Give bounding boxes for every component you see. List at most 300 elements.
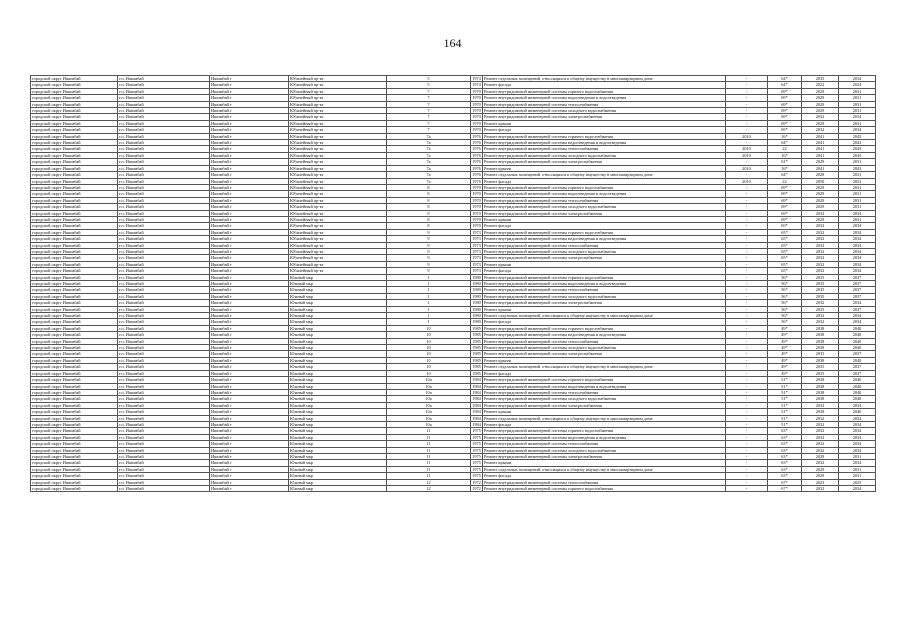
locality-cell: Ишимбай г <box>210 447 289 453</box>
plan-end-year-cell: 2043 <box>839 140 876 146</box>
work-type-cell: Ремонт внутридомовой инженерной системы горячего водоснабжения <box>483 377 726 383</box>
build-year-cell: 1975 <box>472 453 481 459</box>
locality-cell: Ишимбай г <box>210 473 289 479</box>
plan-start-year-cell: 2032 <box>802 210 839 216</box>
plan-start-year-cell: 2029 <box>802 101 839 107</box>
build-year-cell: 1985 <box>472 351 481 357</box>
last-repair-year-cell: - <box>726 441 768 447</box>
street-cell: Юбилейный пр-кт <box>289 108 387 114</box>
municipality-cell: городской округ Ишимбай <box>31 377 118 383</box>
plan-end-year-cell: 2040 <box>839 332 876 338</box>
settlement-cell: г.п. Ишимбай <box>118 287 210 293</box>
municipality-cell: городской округ Ишимбай <box>31 364 118 370</box>
plan-end-year-cell: 2034 <box>839 242 876 248</box>
last-repair-year-cell: - <box>726 172 768 178</box>
last-repair-year-cell: 2010 <box>726 165 768 171</box>
street-cell: Юбилейный пр-кт <box>289 210 387 216</box>
plan-start-year-cell: 2029 <box>802 453 839 459</box>
municipality-cell: городской округ Ишимбай <box>31 178 118 184</box>
house-number-cell: 1 <box>387 281 471 287</box>
street-cell: Южный мкр <box>289 460 387 466</box>
work-type-cell: Ремонт фасада <box>483 127 726 133</box>
street-cell: Южный мкр <box>289 409 387 415</box>
street-cell: Южный мкр <box>289 319 387 325</box>
street-cell: Южный мкр <box>289 287 387 293</box>
house-number-cell: 9 <box>387 229 471 235</box>
municipality-cell: городской округ Ишимбай <box>31 76 118 82</box>
build-year-cell: 1970 <box>472 114 481 120</box>
settlement-cell: г.п. Ишимбай <box>118 441 210 447</box>
house-number-cell: 8 <box>387 184 471 190</box>
plan-end-year-cell: 2034 <box>839 460 876 466</box>
street-cell: Юбилейный пр-кт <box>289 159 387 165</box>
plan-start-year-cell: 2023 <box>802 479 839 485</box>
work-type-cell: Ремонт внутридомовой инженерной системы горячего водоснабжения <box>483 274 726 280</box>
plan-end-year-cell: 2037 <box>839 281 876 287</box>
street-cell: Юбилейный пр-кт <box>289 229 387 235</box>
build-year-cell: 1970 <box>472 191 481 197</box>
locality-cell: Ишимбай г <box>210 210 289 216</box>
plan-start-year-cell: 2032 <box>802 114 839 120</box>
work-type-cell: Ремонт внутридомовой инженерной системы электроснабжения <box>483 453 726 459</box>
wear-cell: 51* <box>768 421 802 427</box>
work-type-cell: Ремонт фасада <box>483 421 726 427</box>
municipality-cell: городской округ Ишимбай <box>31 486 118 492</box>
street-cell: Южный мкр <box>289 370 387 376</box>
wear-cell: 63* <box>768 428 802 434</box>
build-year-cell: 1973 <box>472 261 481 267</box>
plan-end-year-cell: 2040 <box>839 325 876 331</box>
locality-cell: Ишимбай г <box>210 357 289 363</box>
plan-end-year-cell: 2034 <box>839 319 876 325</box>
municipality-cell: городской округ Ишимбай <box>31 370 118 376</box>
plan-start-year-cell: 2038 <box>802 383 839 389</box>
plan-end-year-cell: 2037 <box>839 364 876 370</box>
settlement-cell: г.п. Ишимбай <box>118 389 210 395</box>
work-type-cell: Ремонт крыши <box>483 409 726 415</box>
work-type-cell: Ремонт внутридомовой инженерной системы электроснабжения <box>483 159 726 165</box>
plan-end-year-cell: 2025 <box>839 479 876 485</box>
house-number-cell: 11 <box>387 466 471 472</box>
build-year-cell: 1970 <box>472 184 481 190</box>
settlement-cell: г.п. Ишимбай <box>118 479 210 485</box>
last-repair-year-cell: - <box>726 108 768 114</box>
last-repair-year-cell: 2010 <box>726 152 768 158</box>
street-cell: Юбилейный пр-кт <box>289 248 387 254</box>
plan-end-year-cell: 2034 <box>839 229 876 235</box>
locality-cell: Ишимбай г <box>210 460 289 466</box>
house-number-cell: 10 <box>387 332 471 338</box>
wear-cell: 63* <box>768 434 802 440</box>
plan-end-year-cell: 2031 <box>839 466 876 472</box>
plan-start-year-cell: 2035 <box>802 370 839 376</box>
build-year-cell: 1976 <box>472 133 481 139</box>
build-year-cell: 1975 <box>472 473 481 479</box>
house-number-cell: 8 <box>387 223 471 229</box>
municipality-cell: городской округ Ишимбай <box>31 479 118 485</box>
plan-end-year-cell: 2043 <box>839 152 876 158</box>
plan-start-year-cell: 2041 <box>802 165 839 171</box>
build-year-cell: 1970 <box>472 204 481 210</box>
plan-end-year-cell: 2034 <box>839 402 876 408</box>
street-cell: Юбилейный пр-кт <box>289 223 387 229</box>
locality-cell: Ишимбай г <box>210 127 289 133</box>
plan-start-year-cell: 2038 <box>802 396 839 402</box>
locality-cell: Ишимбай г <box>210 274 289 280</box>
locality-cell: Ишимбай г <box>210 370 289 376</box>
build-year-cell: 1975 <box>472 428 481 434</box>
house-number-cell: 9 <box>387 236 471 242</box>
locality-cell: Ишимбай г <box>210 306 289 312</box>
wear-cell: 65* <box>768 268 802 274</box>
work-type-cell: Ремонт крыши <box>483 460 726 466</box>
plan-end-year-cell: 2034 <box>839 114 876 120</box>
last-repair-year-cell: - <box>726 229 768 235</box>
settlement-cell: г.п. Ишимбай <box>118 268 210 274</box>
build-year-cell: 1980 <box>472 293 481 299</box>
municipality-cell: городской округ Ишимбай <box>31 133 118 139</box>
settlement-cell: г.п. Ишимбай <box>118 306 210 312</box>
settlement-cell: г.п. Ишимбай <box>118 325 210 331</box>
plan-end-year-cell: 2031 <box>839 108 876 114</box>
work-type-cell: Ремонт крыши <box>483 261 726 267</box>
build-year-cell: 1972 <box>472 479 481 485</box>
street-cell: Южный мкр <box>289 402 387 408</box>
house-number-cell: 11 <box>387 447 471 453</box>
street-cell: Южный мкр <box>289 281 387 287</box>
locality-cell: Ишимбай г <box>210 415 289 421</box>
plan-start-year-cell: 2029 <box>802 88 839 94</box>
settlement-cell: г.п. Ишимбай <box>118 396 210 402</box>
locality-cell: Ишимбай г <box>210 165 289 171</box>
house-number-cell: 10а <box>387 389 471 395</box>
wear-cell: 67* <box>768 486 802 492</box>
build-year-cell: 1980 <box>472 274 481 280</box>
house-number-cell: 7 <box>387 88 471 94</box>
plan-end-year-cell: 2040 <box>839 345 876 351</box>
build-year-cell: 1980 <box>472 287 481 293</box>
settlement-cell: г.п. Ишимбай <box>118 108 210 114</box>
street-cell: Юбилейный пр-кт <box>289 120 387 126</box>
street-cell: Южный мкр <box>289 389 387 395</box>
municipality-cell: городской округ Ишимбай <box>31 172 118 178</box>
wear-cell: 64* <box>768 172 802 178</box>
settlement-cell: г.п. Ишимбай <box>118 255 210 261</box>
build-year-cell: 1980 <box>472 319 481 325</box>
house-number-cell: 5 <box>387 82 471 88</box>
wear-cell: 49* <box>768 351 802 357</box>
wear-cell: 69* <box>768 184 802 190</box>
wear-cell: 65* <box>768 248 802 254</box>
plan-end-year-cell: 2043 <box>839 146 876 152</box>
locality-cell: Ишимбай г <box>210 255 289 261</box>
work-type-cell: Ремонт внутридомовой инженерной системы холодного водоснабжения <box>483 345 726 351</box>
build-year-cell: 1970 <box>472 101 481 107</box>
locality-cell: Ишимбай г <box>210 332 289 338</box>
build-year-cell: 1976 <box>472 172 481 178</box>
build-year-cell: 1980 <box>472 313 481 319</box>
locality-cell: Ишимбай г <box>210 140 289 146</box>
street-cell: Юбилейный пр-кт <box>289 165 387 171</box>
plan-start-year-cell: 2029 <box>802 197 839 203</box>
build-year-cell: 1985 <box>472 357 481 363</box>
plan-start-year-cell: 2038 <box>802 357 839 363</box>
settlement-cell: г.п. Ишимбай <box>118 415 210 421</box>
settlement-cell: г.п. Ишимбай <box>118 300 210 306</box>
municipality-cell: городской округ Ишимбай <box>31 255 118 261</box>
street-cell: Юбилейный пр-кт <box>289 95 387 101</box>
locality-cell: Ишимбай г <box>210 364 289 370</box>
street-cell: Южный мкр <box>289 428 387 434</box>
wear-cell: 49* <box>768 370 802 376</box>
settlement-cell: г.п. Ишимбай <box>118 133 210 139</box>
street-cell: Юбилейный пр-кт <box>289 184 387 190</box>
house-number-cell: 11 <box>387 428 471 434</box>
house-number-cell: 7а <box>387 140 471 146</box>
plan-end-year-cell: 2037 <box>839 287 876 293</box>
settlement-cell: г.п. Ишимбай <box>118 223 210 229</box>
plan-start-year-cell: 2035 <box>802 306 839 312</box>
work-type-cell: Ремонт отдельных помещений, относящихся к общему имуществу в многоквартирном доме <box>483 76 726 82</box>
work-type-cell: Ремонт внутридомовой инженерной системы теплоснабжения <box>483 441 726 447</box>
wear-cell: 51* <box>768 409 802 415</box>
wear-cell: 63* <box>768 460 802 466</box>
street-cell: Юбилейный пр-кт <box>289 82 387 88</box>
locality-cell: Ишимбай г <box>210 88 289 94</box>
last-repair-year-cell: - <box>726 325 768 331</box>
municipality-cell: городской округ Ишимбай <box>31 434 118 440</box>
house-number-cell: 8 <box>387 210 471 216</box>
work-type-cell: Ремонт крыши <box>483 216 726 222</box>
plan-start-year-cell: 2035 <box>802 351 839 357</box>
plan-end-year-cell: 2040 <box>839 389 876 395</box>
municipality-cell: городской округ Ишимбай <box>31 383 118 389</box>
build-year-cell: 1976 <box>472 152 481 158</box>
last-repair-year-cell: - <box>726 364 768 370</box>
house-number-cell: 10а <box>387 415 471 421</box>
plan-end-year-cell: 2034 <box>839 248 876 254</box>
build-year-cell: 1970 <box>472 88 481 94</box>
plan-end-year-cell: 2034 <box>839 313 876 319</box>
plan-start-year-cell: 2032 <box>802 255 839 261</box>
street-cell: Южный мкр <box>289 274 387 280</box>
build-year-cell: 1975 <box>472 447 481 453</box>
wear-cell: 65* <box>768 236 802 242</box>
street-cell: Юбилейный пр-кт <box>289 216 387 222</box>
settlement-cell: г.п. Ишимбай <box>118 114 210 120</box>
last-repair-year-cell: - <box>726 248 768 254</box>
municipality-cell: городской округ Ишимбай <box>31 120 118 126</box>
municipality-cell: городской округ Ишимбай <box>31 216 118 222</box>
plan-start-year-cell: 2032 <box>802 319 839 325</box>
house-number-cell: 1 <box>387 306 471 312</box>
plan-end-year-cell: 2031 <box>839 184 876 190</box>
last-repair-year-cell: - <box>726 140 768 146</box>
locality-cell: Ишимбай г <box>210 82 289 88</box>
municipality-cell: городской округ Ишимбай <box>31 248 118 254</box>
wear-cell: 56* <box>768 287 802 293</box>
house-number-cell: 9 <box>387 242 471 248</box>
municipality-cell: городской округ Ишимбай <box>31 223 118 229</box>
wear-cell: 69* <box>768 127 802 133</box>
work-type-cell: Ремонт фасада <box>483 82 726 88</box>
last-repair-year-cell: - <box>726 357 768 363</box>
house-number-cell: 7 <box>387 95 471 101</box>
plan-end-year-cell: 2034 <box>839 255 876 261</box>
plan-start-year-cell: 2038 <box>802 325 839 331</box>
build-year-cell: 1980 <box>472 306 481 312</box>
last-repair-year-cell: - <box>726 114 768 120</box>
settlement-cell: г.п. Ишимбай <box>118 261 210 267</box>
settlement-cell: г.п. Ишимбай <box>118 274 210 280</box>
plan-end-year-cell: 2037 <box>839 370 876 376</box>
plan-end-year-cell: 2031 <box>839 159 876 165</box>
wear-cell: 56* <box>768 274 802 280</box>
municipality-cell: городской округ Ишимбай <box>31 191 118 197</box>
locality-cell: Ишимбай г <box>210 396 289 402</box>
work-type-cell: Ремонт внутридомовой инженерной системы горячего водоснабжения <box>483 325 726 331</box>
plan-end-year-cell: 2031 <box>839 95 876 101</box>
last-repair-year-cell: - <box>726 255 768 261</box>
plan-end-year-cell: 2040 <box>839 396 876 402</box>
plan-start-year-cell: 2038 <box>802 409 839 415</box>
locality-cell: Ишимбай г <box>210 345 289 351</box>
plan-end-year-cell: 2024 <box>839 82 876 88</box>
plan-start-year-cell: 2032 <box>802 428 839 434</box>
settlement-cell: г.п. Ишимбай <box>118 236 210 242</box>
work-type-cell: Ремонт внутридомовой инженерной системы теплоснабжения <box>483 287 726 293</box>
house-number-cell: 1 <box>387 313 471 319</box>
plan-end-year-cell: 2040 <box>839 357 876 363</box>
build-year-cell: 1984 <box>472 402 481 408</box>
wear-cell: 64* <box>768 76 802 82</box>
work-type-cell: Ремонт внутридомовой инженерной системы холодного водоснабжения <box>483 248 726 254</box>
municipality-cell: городской округ Ишимбай <box>31 421 118 427</box>
locality-cell: Ишимбай г <box>210 172 289 178</box>
municipality-cell: городской округ Ишимбай <box>31 287 118 293</box>
last-repair-year-cell: - <box>726 396 768 402</box>
street-cell: Южный мкр <box>289 415 387 421</box>
house-number-cell: 10а <box>387 409 471 415</box>
settlement-cell: г.п. Ишимбай <box>118 421 210 427</box>
last-repair-year-cell: - <box>726 434 768 440</box>
work-type-cell: Ремонт фасада <box>483 370 726 376</box>
work-type-cell: Ремонт внутридомовой инженерной системы холодного водоснабжения <box>483 152 726 158</box>
plan-end-year-cell: 2031 <box>839 197 876 203</box>
settlement-cell: г.п. Ишимбай <box>118 486 210 492</box>
locality-cell: Ишимбай г <box>210 159 289 165</box>
last-repair-year-cell: - <box>726 389 768 395</box>
last-repair-year-cell: - <box>726 409 768 415</box>
municipality-cell: городской округ Ишимбай <box>31 210 118 216</box>
house-number-cell: 7 <box>387 120 471 126</box>
work-type-cell: Ремонт крыши <box>483 165 726 171</box>
work-type-cell: Ремонт внутридомовой инженерной системы электроснабжения <box>483 255 726 261</box>
work-type-cell: Ремонт фасада <box>483 268 726 274</box>
house-number-cell: 7а <box>387 159 471 165</box>
settlement-cell: г.п. Ишимбай <box>118 191 210 197</box>
last-repair-year-cell: - <box>726 216 768 222</box>
settlement-cell: г.п. Ишимбай <box>118 370 210 376</box>
wear-cell: 49* <box>768 364 802 370</box>
work-type-cell: Ремонт отдельных помещений, относящихся к общему имуществу в многоквартирном доме <box>483 172 726 178</box>
municipality-cell: городской округ Ишимбай <box>31 351 118 357</box>
last-repair-year-cell: - <box>726 370 768 376</box>
last-repair-year-cell: - <box>726 313 768 319</box>
work-type-cell: Ремонт внутридомовой инженерной системы водоотведения и водоотведения <box>483 236 726 242</box>
settlement-cell: г.п. Ишимбай <box>118 383 210 389</box>
street-cell: Южный мкр <box>289 345 387 351</box>
build-year-cell: 1973 <box>472 236 481 242</box>
plan-end-year-cell: 2034 <box>839 421 876 427</box>
wear-cell: 69* <box>768 223 802 229</box>
work-type-cell: Ремонт внутридомовой инженерной системы горячего водоснабжения <box>483 229 726 235</box>
last-repair-year-cell: - <box>726 351 768 357</box>
plan-end-year-cell: 2034 <box>839 268 876 274</box>
build-year-cell: 1970 <box>472 120 481 126</box>
plan-start-year-cell: 2029 <box>802 184 839 190</box>
wear-cell: 51* <box>768 383 802 389</box>
wear-cell: 16* <box>768 165 802 171</box>
street-cell: Южный мкр <box>289 364 387 370</box>
street-cell: Южный мкр <box>289 293 387 299</box>
work-type-cell: Ремонт внутридомовой инженерной системы холодного водоснабжения <box>483 204 726 210</box>
street-cell: Юбилейный пр-кт <box>289 172 387 178</box>
street-cell: Юбилейный пр-кт <box>289 76 387 82</box>
build-year-cell: 1974 <box>472 76 481 81</box>
municipality-cell: городской округ Ишимбай <box>31 396 118 402</box>
build-year-cell: 1985 <box>472 364 481 370</box>
build-year-cell: 1984 <box>472 377 481 383</box>
locality-cell: Ишимбай г <box>210 191 289 197</box>
plan-end-year-cell: 2034 <box>839 210 876 216</box>
build-year-cell: 1974 <box>472 82 481 88</box>
house-number-cell: 7 <box>387 127 471 133</box>
street-cell: Юбилейный пр-кт <box>289 242 387 248</box>
house-number-cell: 9 <box>387 268 471 274</box>
wear-cell: 61* <box>768 159 802 165</box>
house-number-cell: 10а <box>387 402 471 408</box>
plan-end-year-cell: 2040 <box>839 383 876 389</box>
build-year-cell: 1975 <box>472 460 481 466</box>
last-repair-year-cell: - <box>726 486 768 492</box>
settlement-cell: г.п. Ишимбай <box>118 428 210 434</box>
street-cell: Юбилейный пр-кт <box>289 152 387 158</box>
plan-end-year-cell: 2034 <box>839 486 876 492</box>
wear-cell: 16* <box>768 152 802 158</box>
settlement-cell: г.п. Ишимбай <box>118 332 210 338</box>
wear-cell: 22 <box>768 178 802 184</box>
work-type-cell: Ремонт крыши <box>483 357 726 363</box>
house-number-cell: 7 <box>387 114 471 120</box>
settlement-cell: г.п. Ишимбай <box>118 178 210 184</box>
municipality-cell: городской округ Ишимбай <box>31 82 118 88</box>
plan-start-year-cell: 2032 <box>802 223 839 229</box>
settlement-cell: г.п. Ишимбай <box>118 82 210 88</box>
settlement-cell: г.п. Ишимбай <box>118 473 210 479</box>
locality-cell: Ишимбай г <box>210 184 289 190</box>
house-number-cell: 11 <box>387 434 471 440</box>
municipality-cell: городской округ Ишимбай <box>31 319 118 325</box>
locality-cell: Ишимбай г <box>210 479 289 485</box>
wear-cell: 69* <box>768 204 802 210</box>
plan-end-year-cell: 2031 <box>839 120 876 126</box>
municipality-cell: городской округ Ишимбай <box>31 88 118 94</box>
work-type-cell: Ремонт внутридомовой инженерной системы холодного водоснабжения <box>483 396 726 402</box>
plan-start-year-cell: 2038 <box>802 338 839 344</box>
locality-cell: Ишимбай г <box>210 242 289 248</box>
plan-start-year-cell: 2032 <box>802 261 839 267</box>
